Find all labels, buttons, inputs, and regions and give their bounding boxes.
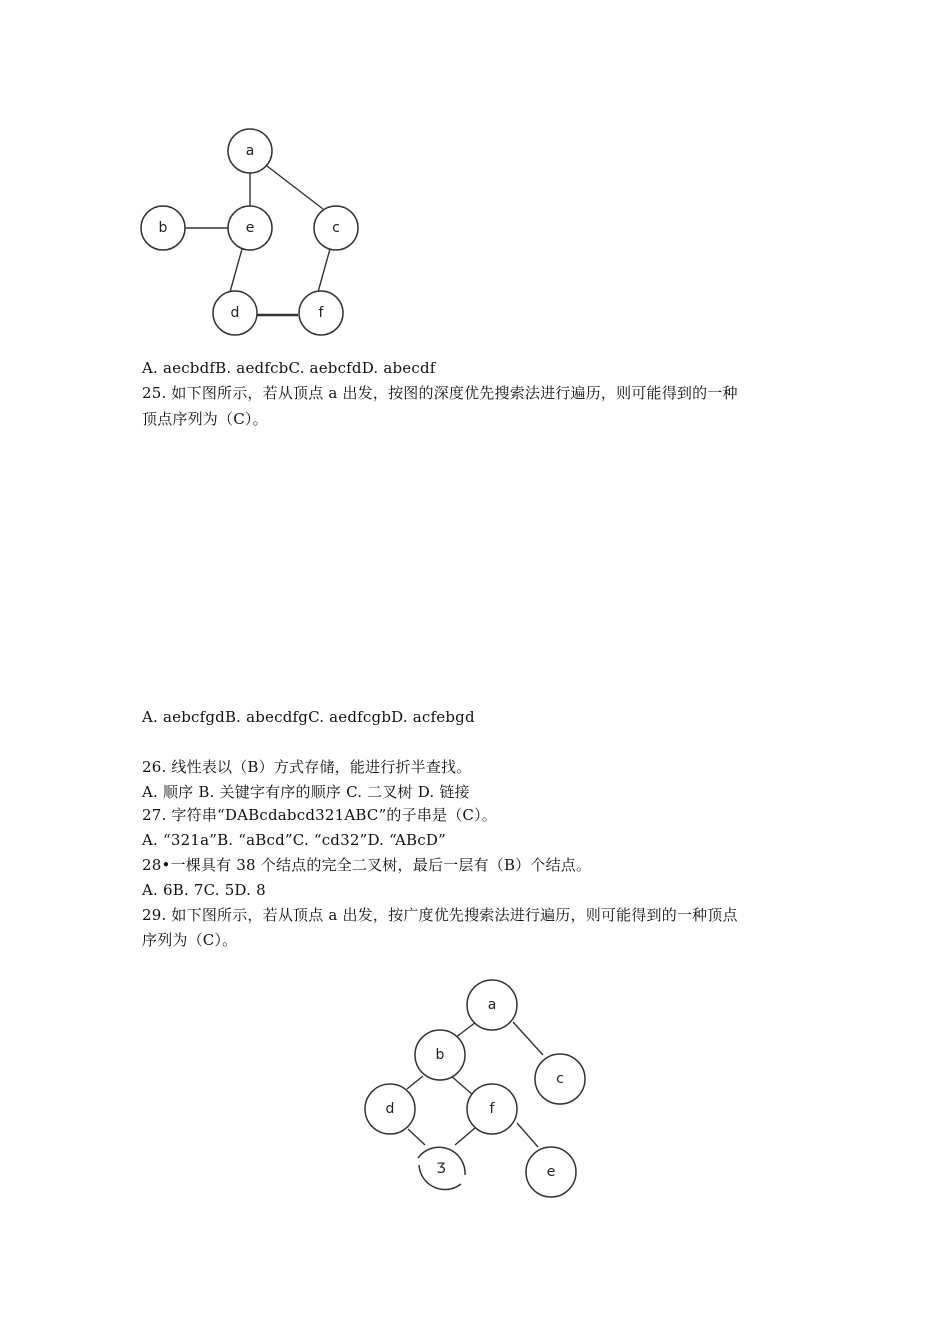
node-e [526,1147,576,1197]
svg-text:c: c [556,1071,564,1087]
node-b [415,1030,465,1080]
svg-text:a: a [245,143,255,159]
node-f [467,1084,517,1134]
svg-text:b: b [158,220,168,236]
svg-text:d: d [230,305,240,321]
node-b [141,206,185,250]
q27-stem: 27. 字符串“DABcdabcd321ABC”的子串是（C）。 [142,806,498,824]
svg-text:b: b [435,1047,445,1063]
q29-stem-line1: 29. 如下图所示，若从顶点 a 出发，按广度优先搜索法进行遍历，则可能得到的一种顶点 [142,906,738,924]
node-c [314,206,358,250]
q25-stem-line2: 顶点序列为（C）。 [142,410,268,428]
q26-stem: 26. 线性表以（B）方式存储，能进行折半查找。 [142,758,472,776]
q25-stem-line1: 25. 如下图所示，若从顶点 a 出发，按图的深度优先搜索法进行遍历，则可能得到的一种 [142,384,738,402]
svg-text:e: e [546,1164,556,1180]
svg-text:d: d [385,1101,395,1117]
edge-a-c [513,1022,543,1055]
edge-b-f [450,1075,473,1095]
edge-b-d [407,1076,423,1089]
graph-diagram-1 [130,115,380,350]
node-d [213,291,257,335]
node-a [228,129,272,173]
q28-options: A. 6B. 7C. 5D. 8 [142,881,266,899]
q29-stem-line2: 序列为（C）。 [142,931,238,949]
svg-text:f: f [489,1101,495,1117]
edge-a-c [267,166,323,209]
node-d [365,1084,415,1134]
q25-options: A. aebcfgdB. abecdfgC. aedfcgbD. acfebgd [142,708,475,726]
q28-stem: 28•一棵具有 38 个结点的完全二叉树，最后一层有（B）个结点。 [142,856,592,874]
edge-f-g [455,1128,475,1145]
q27-options: A. “321a”B. “aBcd”C. “cd32”D. “ABcD” [142,831,446,849]
node-e [228,206,272,250]
edge-c-f [318,249,330,292]
svg-text:a: a [487,997,497,1013]
node-c [535,1054,585,1104]
node-f [299,291,343,335]
node-g [418,1147,465,1189]
q26-options: A. 顺序 B. 关键字有序的顺序 C. 二叉树 D. 链接 [142,783,470,801]
edge-a-b [455,1022,476,1038]
graph-diagram-2 [355,975,595,1210]
svg-text:f: f [318,305,324,321]
edge-f-e [517,1123,538,1147]
edge-d-g [408,1129,425,1145]
svg-text:c: c [332,220,340,236]
svg-text:e: e [245,220,255,236]
edge-e-d [230,249,242,292]
svg-text:Ʒ: Ʒ [436,1161,446,1177]
node-a [467,980,517,1030]
q24-options: A. aecbdfB. aedfcbC. aebcfdD. abecdf [142,359,436,377]
